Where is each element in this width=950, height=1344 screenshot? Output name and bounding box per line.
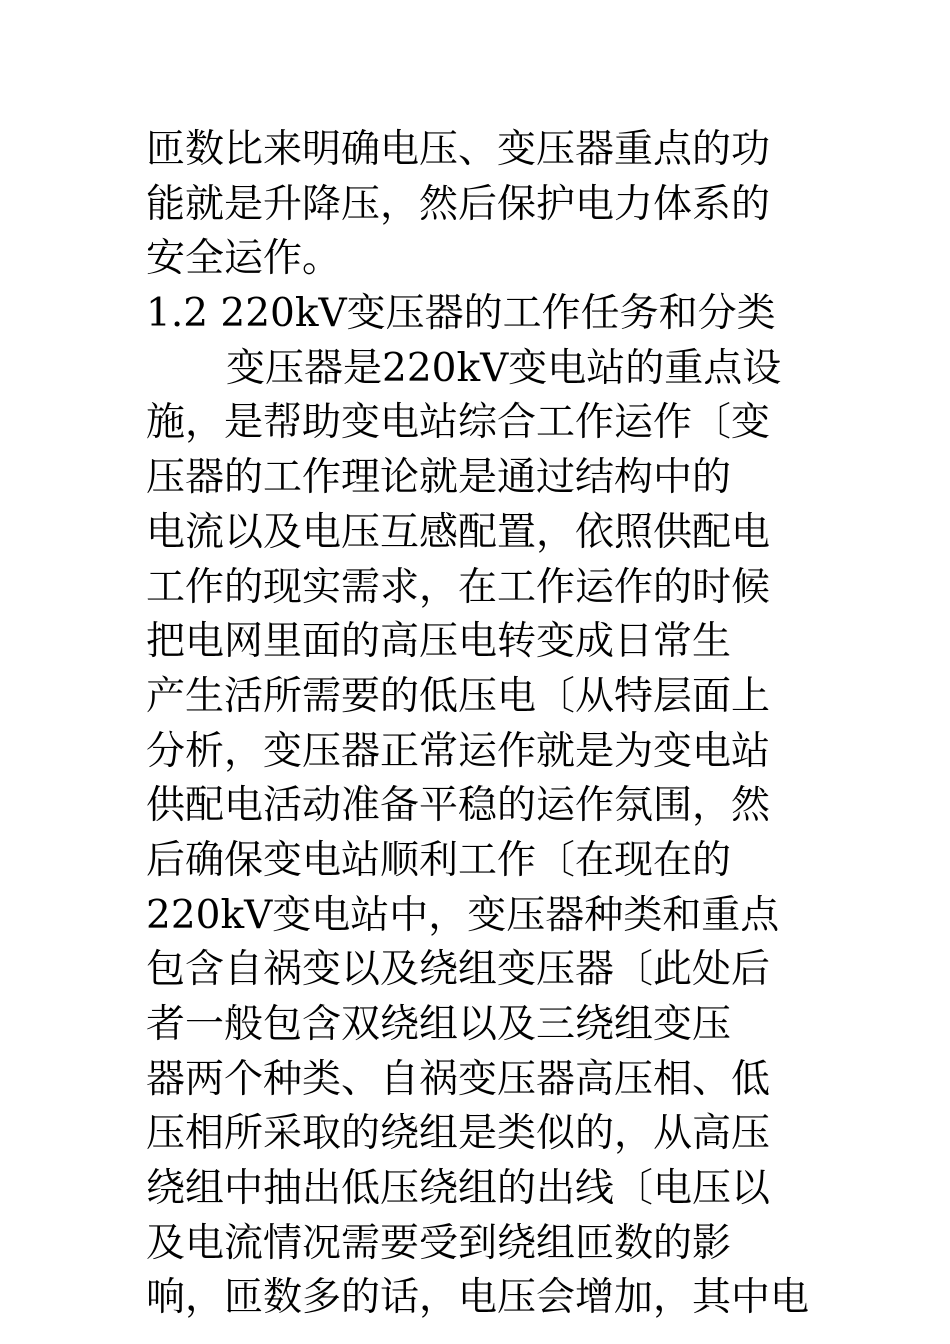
text-line: 工作的现实需求，在工作运作的时候 xyxy=(146,564,771,610)
text-line: 施，是帮助变电站综合工作运作〔变 xyxy=(146,400,771,446)
text-line: 能就是升降压，然后保护电力体系的 xyxy=(146,181,771,227)
document-body xyxy=(146,123,816,1326)
text-line: 响，匝数多的话，电压会增加，其中电 xyxy=(146,1275,810,1321)
text-line: 电流以及电压互感配置，依照供配电 xyxy=(146,509,771,555)
text-line: 分析，变压器正常运作就是为变电站 xyxy=(146,728,771,774)
text-line: 产生活所需要的低压电〔从特层面上 xyxy=(146,673,771,719)
text-line: 绕组中抽出低压绕组的出线〔电压以 xyxy=(146,1166,771,1212)
text-line: 供配电活动准备平稳的运作氛围，然 xyxy=(146,783,771,829)
text-line: 包含自祸变以及绕组变压器〔此处后 xyxy=(146,947,771,993)
text-line: 把电网里面的高压电转变成日常生 xyxy=(146,619,732,665)
text-line: 220kV变电站中，变压器种类和重点 xyxy=(146,892,780,938)
section-heading: 1.2 220kV变压器的工作任务和分类 xyxy=(146,291,776,337)
text-line: 变压器是220kV变电站的重点设 xyxy=(226,345,782,391)
text-line: 后确保变电站顺利工作〔在现在的 xyxy=(146,837,732,883)
text-line: 压相所采取的绕组是类似的，从高压 xyxy=(146,1111,771,1157)
text-line: 及电流情况需要受到绕组匝数的影 xyxy=(146,1220,732,1266)
text-line: 者一般包含双绕组以及三绕组变压 xyxy=(146,1002,732,1047)
text-line: 安全运作。 xyxy=(146,236,342,282)
text-line: 器两个种类、自祸变压器高压相、低 xyxy=(146,1056,771,1102)
text-line: 匝数比来明确电压、变压器重点的功 xyxy=(146,127,771,172)
text-line: 压器的工作理论就是通过结构中的 xyxy=(146,455,732,501)
